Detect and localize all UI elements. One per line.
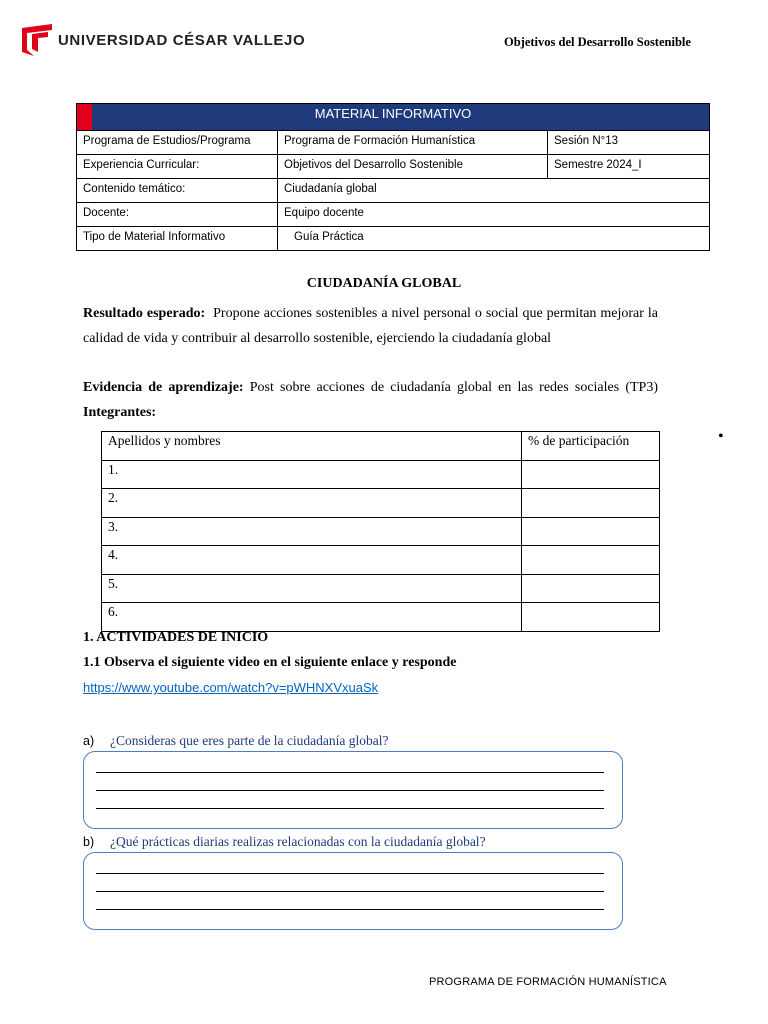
question-text: ¿Consideras que eres parte de la ciudadanía global? — [110, 733, 389, 748]
table-row — [77, 227, 710, 251]
column-header-names: Apellidos y nombres — [102, 432, 522, 461]
table-row — [102, 517, 660, 546]
university-logo — [22, 24, 305, 56]
table-cell: Programa de Estudios/Programa — [77, 131, 278, 155]
member-name-cell[interactable]: 5. — [102, 574, 522, 603]
answer-line — [96, 891, 604, 892]
ucv-emblem-icon — [22, 24, 52, 56]
member-name-cell[interactable]: 4. — [102, 546, 522, 575]
evidencia-text: Post sobre acciones de ciudadanía global en las redes sociales (TP3) — [249, 380, 658, 395]
table-cell: Guía Práctica — [278, 227, 710, 251]
participation-cell[interactable] — [522, 489, 660, 518]
resultado-text: Propone acciones sostenibles a nivel personal o social que permitan mejorar la calidad de vida y contribuir al desarrollo sostenible, ejerciendo la ciudadanía global — [83, 306, 658, 346]
section-subheading-video: 1.1 Observa el siguiente video en el siguiente enlace y responde — [83, 655, 457, 670]
answer-line — [96, 790, 604, 791]
participation-cell[interactable] — [522, 517, 660, 546]
member-name-cell[interactable]: 6. — [102, 603, 522, 632]
red-accent-bar — [77, 104, 92, 130]
table-cell: Tipo de Material Informativo — [77, 227, 278, 251]
info-table — [76, 103, 710, 251]
table-cell: Semestre 2024_I — [548, 155, 710, 179]
members-table — [101, 431, 660, 632]
stray-bullet: • — [718, 428, 724, 445]
question-b — [83, 834, 486, 850]
participation-cell[interactable] — [522, 546, 660, 575]
member-name-cell[interactable]: 3. — [102, 517, 522, 546]
university-name: UNIVERSIDAD CÉSAR VALLEJO — [58, 31, 306, 49]
resultado-label: Resultado esperado: — [83, 306, 206, 321]
resultado-paragraph — [83, 302, 658, 351]
answer-line — [96, 909, 604, 910]
page-footer: PROGRAMA DE FORMACIÓN HUMANÍSTICA — [429, 976, 667, 988]
table-row — [102, 546, 660, 575]
table-row — [102, 603, 660, 632]
question-a — [83, 733, 389, 749]
table-cell: Contenido temático: — [77, 179, 278, 203]
table-cell: Sesión N°13 — [548, 131, 710, 155]
course-title-header: Objetivos del Desarrollo Sostenible — [504, 35, 691, 49]
table-cell: Equipo docente — [278, 203, 710, 227]
participation-cell[interactable] — [522, 460, 660, 489]
member-name-cell[interactable]: 2. — [102, 489, 522, 518]
table-row — [102, 489, 660, 518]
table-cell: Ciudadanía global — [278, 179, 710, 203]
table-cell: Objetivos del Desarrollo Sostenible — [278, 155, 548, 179]
section-heading-inicio: 1. ACTIVIDADES DE INICIO — [83, 630, 269, 645]
table-cell: Experiencia Curricular: — [77, 155, 278, 179]
table-row — [77, 155, 710, 179]
participation-cell[interactable] — [522, 603, 660, 632]
evidencia-label: Evidencia de aprendizaje: — [83, 380, 244, 395]
table-row — [77, 179, 710, 203]
table-cell: Programa de Formación Humanística — [278, 131, 548, 155]
answer-line — [96, 808, 604, 809]
answer-box-a[interactable] — [83, 751, 623, 829]
table-row — [77, 131, 710, 155]
question-label: a) — [83, 734, 95, 748]
member-name-cell[interactable]: 1. — [102, 460, 522, 489]
question-label: b) — [83, 835, 95, 849]
integrantes-label: Integrantes: — [83, 404, 157, 420]
youtube-link[interactable]: https://www.youtube.com/watch?v=pWHNXVxuaSk — [83, 680, 379, 695]
answer-box-b[interactable] — [83, 852, 623, 930]
info-table-heading: MATERIAL INFORMATIVO — [77, 104, 710, 131]
participation-cell[interactable] — [522, 574, 660, 603]
table-row — [102, 574, 660, 603]
table-row — [77, 203, 710, 227]
answer-line — [96, 873, 604, 874]
page-title: CIUDADANÍA GLOBAL — [306, 276, 462, 291]
table-header-row — [102, 432, 660, 461]
column-header-participation: % de participación — [522, 432, 660, 461]
evidencia-paragraph — [83, 376, 658, 425]
table-row — [102, 460, 660, 489]
answer-line — [96, 772, 604, 773]
table-cell: Docente: — [77, 203, 278, 227]
question-text: ¿Qué prácticas diarias realizas relacionadas con la ciudadanía global? — [110, 834, 486, 849]
